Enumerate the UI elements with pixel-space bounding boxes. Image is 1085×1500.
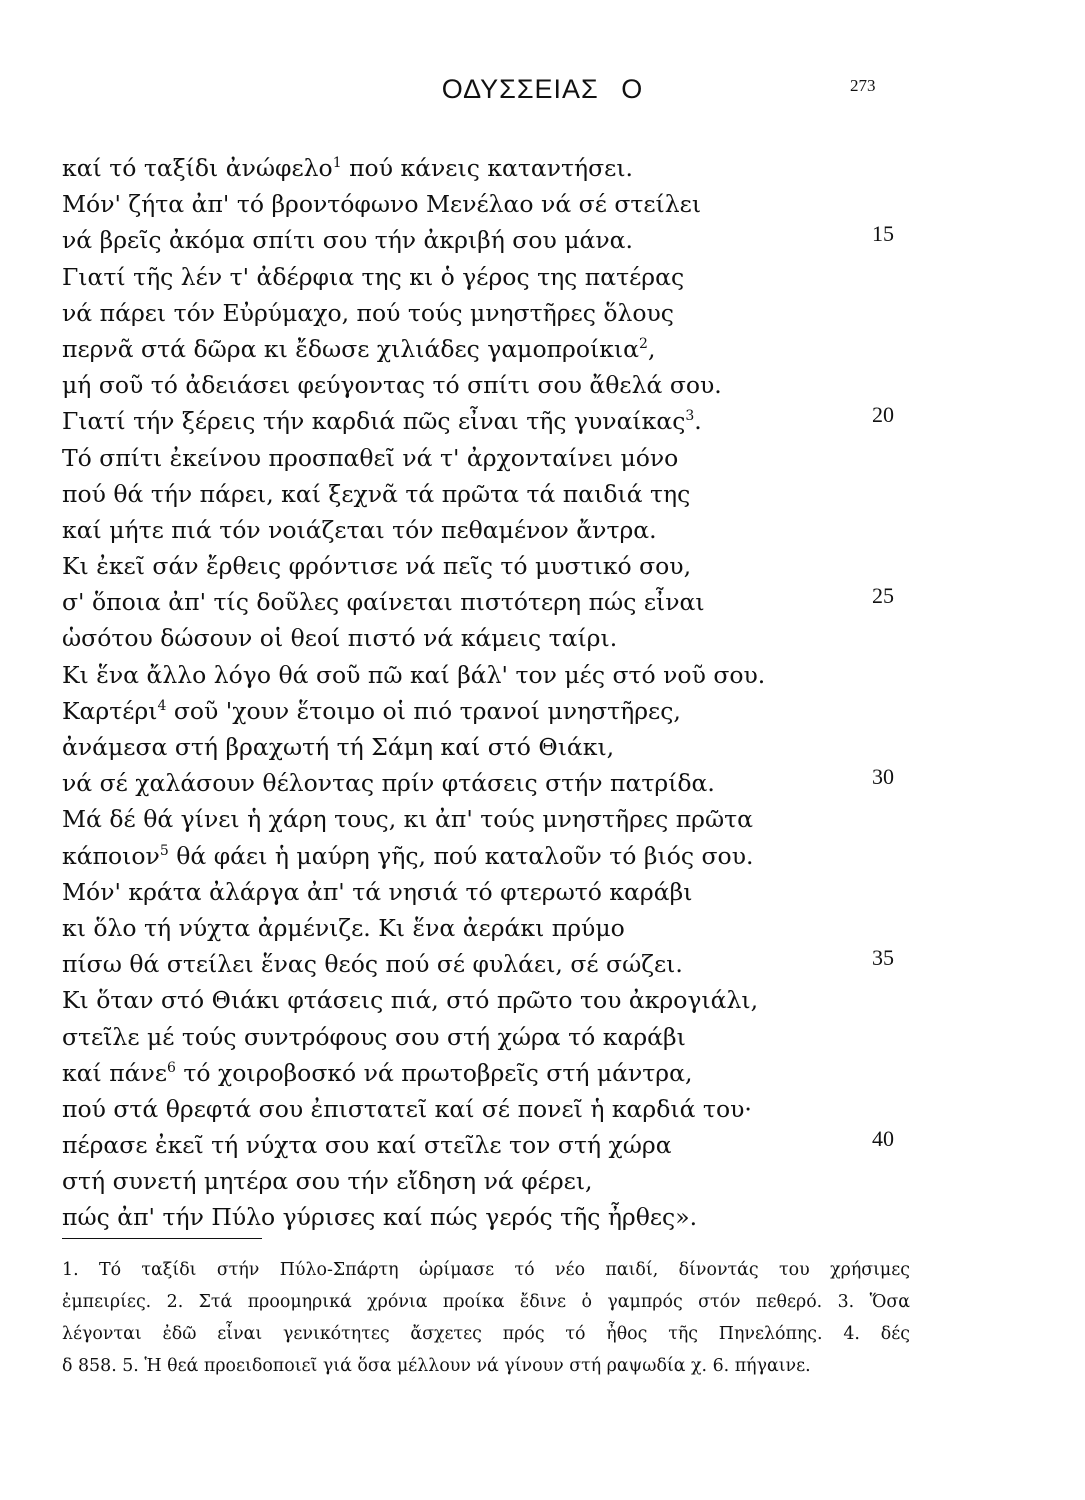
book-letter: Ο	[621, 74, 644, 104]
verse-line	[62, 801, 962, 837]
verse-text: Μά δέ θά γίνει ἡ χάρη τους, κι ἀπ' τούς μνηστῆρες πρῶτα	[62, 805, 754, 834]
verse-line	[62, 693, 962, 729]
verse-line	[62, 982, 962, 1018]
verse-line	[62, 512, 962, 548]
verse-line	[62, 403, 962, 439]
verse-text: νά σέ χαλάσουν θέλοντας πρίν φτάσεις στήν πατρίδα.	[62, 769, 715, 798]
verse-text: κι ὅλο τή νύχτα ἀρμένιζε. Κι ἕνα ἀεράκι πρύμο	[62, 913, 625, 942]
verse-text: Τό σπίτι ἐκείνου προσπαθεῖ νά τ' ἀρχονταίνει μόνο	[62, 443, 679, 472]
verse-line	[62, 946, 962, 982]
footnotes	[62, 1254, 922, 1382]
footnote-marker: 5	[159, 842, 169, 859]
verse-text: Κι ὅταν στό Θιάκι φτάσεις πιά, στό πρῶτο του ἀκρογιάλι,	[62, 986, 759, 1015]
verse-line	[62, 476, 962, 512]
line-number: 40	[872, 1126, 894, 1152]
verse-text: σ' ὅποια ἀπ' τίς δοῦλες φαίνεται πιστότερη πώς εἶναι	[62, 588, 705, 617]
verse-text-continued: θά φάει ἡ μαύρη γῆς, πού καταλοῦν τό βιός σου.	[168, 841, 754, 870]
verse-line	[62, 222, 962, 258]
footnote-line: λέγονται ἐδῶ εἶναι γενικότητες ἄσχετες πρός τό ἦθος τῆς Πηνελόπης. 4. δές	[62, 1324, 910, 1344]
verse-line	[62, 729, 962, 765]
verse-text: Γιατί τήν ξέρεις τήν καρδιά πῶς εἶναι τῆς γυναίκας	[62, 407, 686, 436]
verse-line	[62, 1091, 962, 1127]
verse-line	[62, 440, 962, 476]
footnote-marker: 4	[157, 697, 167, 714]
verse-line	[62, 620, 962, 656]
verse-text: πέρασε ἐκεῖ τή νύχτα σου καί στεῖλε τον στή χώρα	[62, 1131, 672, 1160]
footnote-line: ἐμπειρίες. 2. Στά προομηρικά χρόνια προίκα ἔδινε ὁ γαμπρός στόν πεθερό. 3. Ὅσα	[62, 1292, 910, 1312]
verse-text: πώς ἀπ' τήν Πύλο γύρισες καί πώς γερός τῆς ἦρθες».	[62, 1203, 698, 1232]
verse-text: στή συνετή μητέρα σου τήν εἴδηση νά φέρει,	[62, 1167, 593, 1196]
page-number: 273	[850, 76, 876, 95]
verse-line	[62, 186, 962, 222]
verse-line	[62, 548, 962, 584]
verse-text: νά βρεῖς ἀκόμα σπίτι σου τήν ἀκριβή σου μάνα.	[62, 226, 633, 255]
verse-line	[62, 331, 962, 367]
verse-line	[62, 657, 962, 693]
verse-text-continued: πού κάνεις καταντήσει.	[341, 154, 634, 182]
verse-text-continued: σοῦ 'χουν ἕτοιμο οἱ πιό τρανοί μνηστῆρες,	[166, 696, 681, 725]
footnote-marker: 3	[685, 408, 695, 425]
verse-text-continued: ,	[647, 334, 656, 363]
verse-block	[62, 150, 962, 1236]
book-title: ΟΔΥΣΣΕΙΑΣ	[441, 74, 599, 104]
footnote-rule	[62, 1238, 262, 1239]
verse-line	[62, 1055, 962, 1091]
footnote-marker: 2	[639, 335, 648, 352]
footnote-line: 1. Τό ταξίδι στήν Πύλο-Σπάρτη ὡρίμασε τό νέο παιδί, δίνοντάς του χρήσιμες	[62, 1260, 910, 1280]
verse-text: νά πάρει τόν Εὐρύμαχο, πού τούς μνηστῆρες ὅλους	[62, 298, 674, 327]
verse-text: περνᾶ στά δῶρα κι ἔδωσε χιλιάδες γαμοπροίκια	[62, 334, 640, 363]
verse-line	[62, 838, 962, 874]
running-head	[0, 74, 1085, 105]
verse-text: πού θά τήν πάρει, καί ξεχνᾶ τά πρῶτα τά παιδιά της	[62, 479, 691, 508]
verse-line	[62, 765, 962, 801]
line-number: 30	[872, 764, 894, 790]
verse-line	[62, 584, 962, 620]
verse-text: Κι ἕνα ἄλλο λόγο θά σοῦ πῶ καί βάλ' τον μές στό νοῦ σου.	[62, 660, 766, 689]
line-number: 20	[872, 402, 894, 428]
verse-line	[62, 874, 962, 910]
verse-line	[62, 259, 962, 295]
verse-text: ὡσότου δώσουν οἱ θεοί πιστό νά κάμεις ταίρι.	[62, 624, 618, 653]
verse-text: Μόν' ζήτα ἀπ' τό βροντόφωνο Μενέλαο νά σέ στείλει	[62, 190, 702, 219]
line-number: 35	[872, 945, 894, 971]
verse-text-continued: τό χοιροβοσκό νά πρωτοβρεῖς στή μάντρα,	[175, 1058, 693, 1087]
verse-line	[62, 1199, 962, 1235]
verse-text: καί πάνε	[62, 1058, 168, 1087]
verse-text: πού στά θρεφτά σου ἐπιστατεῖ καί σέ πονεῖ ἡ καρδιά του·	[62, 1094, 752, 1123]
footnote-marker: 1	[332, 155, 342, 171]
verse-line	[62, 150, 962, 186]
verse-line	[62, 295, 962, 331]
verse-line	[62, 1019, 962, 1055]
verse-text: Γιατί τῆς λέν τ' ἀδέρφια της κι ὁ γέρος της πατέρας	[62, 262, 685, 291]
verse-text: μή σοῦ τό ἀδειάσει φεύγοντας τό σπίτι σου ἄθελά σου.	[62, 371, 722, 400]
verse-text: Μόν' κράτα ἀλάργα ἀπ' τά νησιά τό φτερωτό καράβι	[62, 877, 693, 906]
verse-line	[62, 1163, 962, 1199]
verse-line	[62, 367, 962, 403]
line-number: 25	[872, 583, 894, 609]
verse-text: Κι ἐκεῖ σάν ἔρθεις φρόντισε νά πεῖς τό μυστικό σου,	[62, 552, 692, 581]
verse-text-continued: .	[694, 407, 702, 436]
footnote-line: δ 858. 5. Ἡ θεά προειδοποιεῖ γιά ὅσα μέλλουν νά γίνουν στή ραψωδία χ. 6. πήγαινε.	[62, 1356, 811, 1376]
line-number: 15	[872, 221, 894, 247]
verse-line	[62, 1127, 962, 1163]
verse-text: ἀνάμεσα στή βραχωτή τή Σάμη καί στό Θιάκι,	[62, 733, 615, 761]
verse-text: καί μήτε πιά τόν νοιάζεται τόν πεθαμένον ἄντρα.	[62, 515, 657, 544]
verse-text: κάποιον	[62, 841, 160, 870]
verse-line	[62, 910, 962, 946]
verse-text: Καρτέρι	[62, 696, 158, 725]
footnote-marker: 6	[167, 1059, 176, 1076]
verse-text: καί τό ταξίδι ἀνώφελο	[62, 154, 333, 182]
verse-text: στεῖλε μέ τούς συντρόφους σου στή χώρα τό καράβι	[62, 1022, 686, 1051]
verse-text: πίσω θά στείλει ἕνας θεός πού σέ φυλάει, σέ σώζει.	[62, 950, 683, 979]
